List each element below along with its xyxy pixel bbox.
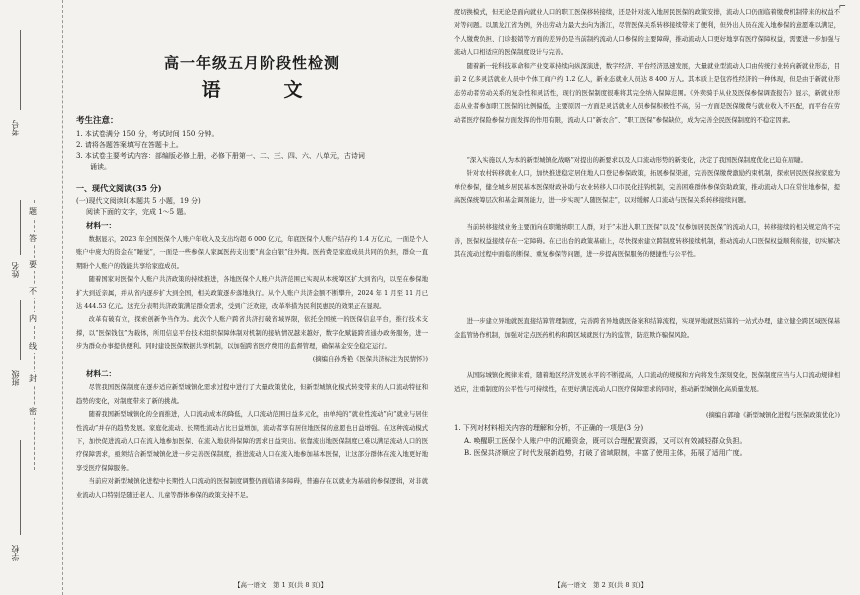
seal-char: 题 xyxy=(29,207,37,216)
material-2-paragraph: 当前应对新型城镇化进程中长期性人口流动的医保制度调整仍面临诸多障碍，普遍存在以就业为基础的参保逻辑，对非就业流动人口特别是随迁老人、儿童等群体参保的政策支持不足。 xyxy=(76,478,428,499)
page-right xyxy=(442,0,850,595)
seal-char: 密 xyxy=(29,407,37,416)
material-2-paragraph: 从国际城镇化规律来看，随着地区经济发展水平的不断提高，人口流动的规模和方向将发生深刻变化，医保制度应当与人口流动规律相适应，注重制度的公平性与可持续性，在更好满足流动人口医疗保障需求的同时，推动新型城镇化高质量发展。 xyxy=(454,372,840,393)
xuexiao-line xyxy=(20,440,21,535)
seal-char: 答 xyxy=(29,234,37,243)
material-2-paragraph: 尽管我国医保制度在逐步适应新型城镇化需求过程中进行了大量政策优化，但新型城镇化模式转变带来的人口流动特征和趋势的变化，对制度带来了新的挑战。 xyxy=(76,384,428,405)
binding-margin xyxy=(0,0,63,595)
material-2-paragraph: 度切换模式，但无论是面向就业人口的职工医保移转接续，还是针对流入地居民医保的政策安排，流动人口仍面临着缴费机制带来的权益不对等问题。以黑龙江省为例，外出劳动力最大去向为浙江，尽管医保关系转移接续带来了便利，但外出人员在流入地参保的意愿难以满足，个人缴费负担、门诊报销等方面的差异仍是当前制约流动人口参保的主要障碍，推动流动人口更好地享有医疗保障权益，需要进一步加强与流动人口相适应的医保制度设计与完善。 xyxy=(454,9,840,57)
material-2-paragraph: 随着我国新型城镇化的全面推进，人口流动成本的降低，人口流动范围日益多元化，由单纯的“就业性流动”向“就业与居住性流动”并存的趋势发展。家庭化流动、长期性流动占比日益增加，流动者享有居住地医保的意愿也日益增强。在这种流动模式下，加快促进流动人口在流入地参加医保、在流入地获得保障的需求日益突出。依靠流出地医保制度已难以满足流动人口的医疗保障需求，亟须结合新型城镇化进一步完善医保制度，推进流动人口在流入地参加基本医保，让这部分群体在流入地更好地享受医疗保障服务。 xyxy=(76,411,428,472)
seal-char: 不 xyxy=(29,287,37,296)
seal-char: 内 xyxy=(29,314,37,323)
notice-heading: 考生注意： xyxy=(76,116,119,126)
material-2-paragraph: “深入实施以人为本的新型城镇化战略”对提出的新要求以及人口流动形势的新变化，决定了我国医保制度优化已迫在眉睫。 xyxy=(466,157,807,164)
label-xingming: 姓名 xyxy=(11,262,20,278)
subsection-heading: (一)现代文阅读Ⅰ(本题共 5 小题，19 分) xyxy=(76,197,201,205)
seal-char: 封 xyxy=(29,374,37,383)
corner-mark: ⌐ xyxy=(838,2,846,12)
section-heading: 一、现代文阅读(35 分) xyxy=(76,183,162,193)
notice-block xyxy=(76,114,428,173)
xingming-line xyxy=(20,200,21,255)
material-2-source: (摘编自郭瑜《新型城镇化进程与医保政策优化》) xyxy=(706,412,840,420)
material-2-paragraph: 当前转移接续业务主要面向在职缴纳职工人群，对于“未进入职工医保”以及“仅参加居民医保”的流动人口，转移接续的相关规定尚不完善，医保权益接续存在一定障碍。在已出台的政策基础上，尽快探索建立跨制度转移接续机制，推动流动人口医保权益顺利衔接，切实解决其在流动过程中面临的断保、重复参保等问题，进一步提高医保服务的便捷性与公平性。 xyxy=(454,224,840,259)
question-1-option-a: A. 唤醒职工医保个人账户中的沉睡资金，既可以合理配置资源，又可以有效减轻群众负担。 xyxy=(464,436,747,445)
material-1-paragraph: 改革有破有立，探索创新争当作为。此次个人账户跨省共济打破省域界限，依托全国统一的医保信息平台，推行技术支撑，以“医保钱包”为载体，所用信息平台技术组织保障体制对机制的接轨情况越来越好，数字化赋能跨省通办政务服务，进一步为群众办事提供便利。同时建设医保数据共享机制，以加强跨省医疗费用的监督管理，确保基金安全稳定运行。 xyxy=(76,316,428,351)
label-kaohao: 考号 xyxy=(11,120,20,136)
material-1-source: (摘编自孙秀艳《医保共济标注为民情怀》) xyxy=(312,356,428,364)
material-1-heading: 材料一： xyxy=(86,221,116,230)
exam-title: 高一年级五月阶段性检测 xyxy=(163,54,340,72)
seal-char: 要 xyxy=(29,260,37,269)
material-2-paragraph: 随着新一轮科技革命和产业变革持续向纵深演进，数字经济、平台经济迅速发展，大量就业型流动人口由传统行业转向新就业形态，目前 2 亿多灵活就业人员中个体工商户约 1.2 亿人，新业态就业人员达 8 400 万人。其本质上是包容性经济的一种体现，但是由于新就业形态劳动者劳动关系的复杂性和灵活性，现行的医保制度很难将其完全纳入保障范围。《外卖骑手从业及医保参保调查报告》显示，新就业形态从业者参加职工医保的比例偏低，主要原因一方面是灵活就业人员参保积极性不高，另一方面是医保缴费与就业收入不匹配，而平台在劳动者医疗保险参保方面发挥的作用有限，流动人口“新农合”、“职工医保”参保缺位，成为完善全民医保制度的不稳定因素。 xyxy=(454,63,840,124)
question-1-option-b: B. 医保共济顺应了时代发展新趋势，打破了省域限制，丰富了使用主体，拓展了适用广度。 xyxy=(464,449,747,458)
seal-char: 线 xyxy=(29,342,37,351)
page-footer-right: 【高一语文 第 2 页(共 8 页)】 xyxy=(554,581,648,589)
banji-line xyxy=(20,300,21,360)
notice-item: 1. 本试卷满分 150 分，考试时间 150 分钟。 xyxy=(76,130,219,138)
material-1-paragraph: 数据显示，2023 年全国医保个人账户年收入及支出均超 6 000 亿元，年底医保个人账户结存约 1.4 万亿元，一面是个人账户中庞大的资金在“睡觉”，一面是一些参保人家属医药支出要“真金白银”往外掏。医药费是家庭成员共同的负担，群众一直期盼个人账户的钱能共享给家庭成员。 xyxy=(76,236,428,270)
material-2-paragraph: 进一步建立异地就医直接结算管理制度，完善跨省异地就医备案和结算流程，实现异地就医结算的一站式办理，建立健全跨区域医保基金监管协作机制，加强对定点医药机构和跨区域就医行为的监管，防范欺诈骗保风险。 xyxy=(454,318,840,339)
page-left xyxy=(64,0,436,595)
material-2-paragraph: 针对农村转移就业人口，加快推进稳定居住地人口登记参保政策，拓展参保渠道，完善医保缴费激励约束机制，探索居民医保按家庭为单位参保，健全城乡居民基本医保财政补助与农业转移人口市民化挂钩机制，完善困难群体参保资助政策，推动流动人口在常住地参保，提高医保统筹层次和基金调剂能力，进一步实现“人随医保走”，以对缓解人口流动与医保关系转移接续问题。 xyxy=(454,170,840,205)
notice-item: 诵读。 xyxy=(76,163,111,171)
notice-item: 3. 本试卷主要考试内容：部编版必修上册，必修下册第一、二、三、四、六、八单元，古诗词 xyxy=(76,152,365,160)
instruction: 阅读下面的文字，完成 1～5 题。 xyxy=(86,208,191,216)
material-2-heading: 材料二： xyxy=(86,369,116,379)
label-xuexiao: 学校 xyxy=(11,545,20,561)
material-1-paragraph: 随着国家对医保个人账户共济政策的持续推进，各地医保个人账户共济范围已实现从本统筹区扩大到省内，以至在参保地扩大到近亲属，并从省内逐步扩大到全国，相关政策逐步落地执行。从个人账户共济金额不断攀升，2024 年 1 月至 11 月已达 444.53 亿元。这充分表明共济政策满足群众需求，受到广泛欢迎，改革举措为民利民惠民的效果正在显现。 xyxy=(76,276,428,311)
exam-subject: 语 文 xyxy=(201,79,325,101)
page-footer-left: 【高一语文 第 1 页(共 8 页)】 xyxy=(234,581,328,589)
label-banji: 班级 xyxy=(11,370,20,386)
question-1-stem: 1. 下列对材料相关内容的理解和分析，不正确的一项是(3 分) xyxy=(454,424,644,433)
kaohao-line xyxy=(20,30,21,110)
notice-item: 2. 请将各题答案填写在答题卡上。 xyxy=(76,141,183,149)
